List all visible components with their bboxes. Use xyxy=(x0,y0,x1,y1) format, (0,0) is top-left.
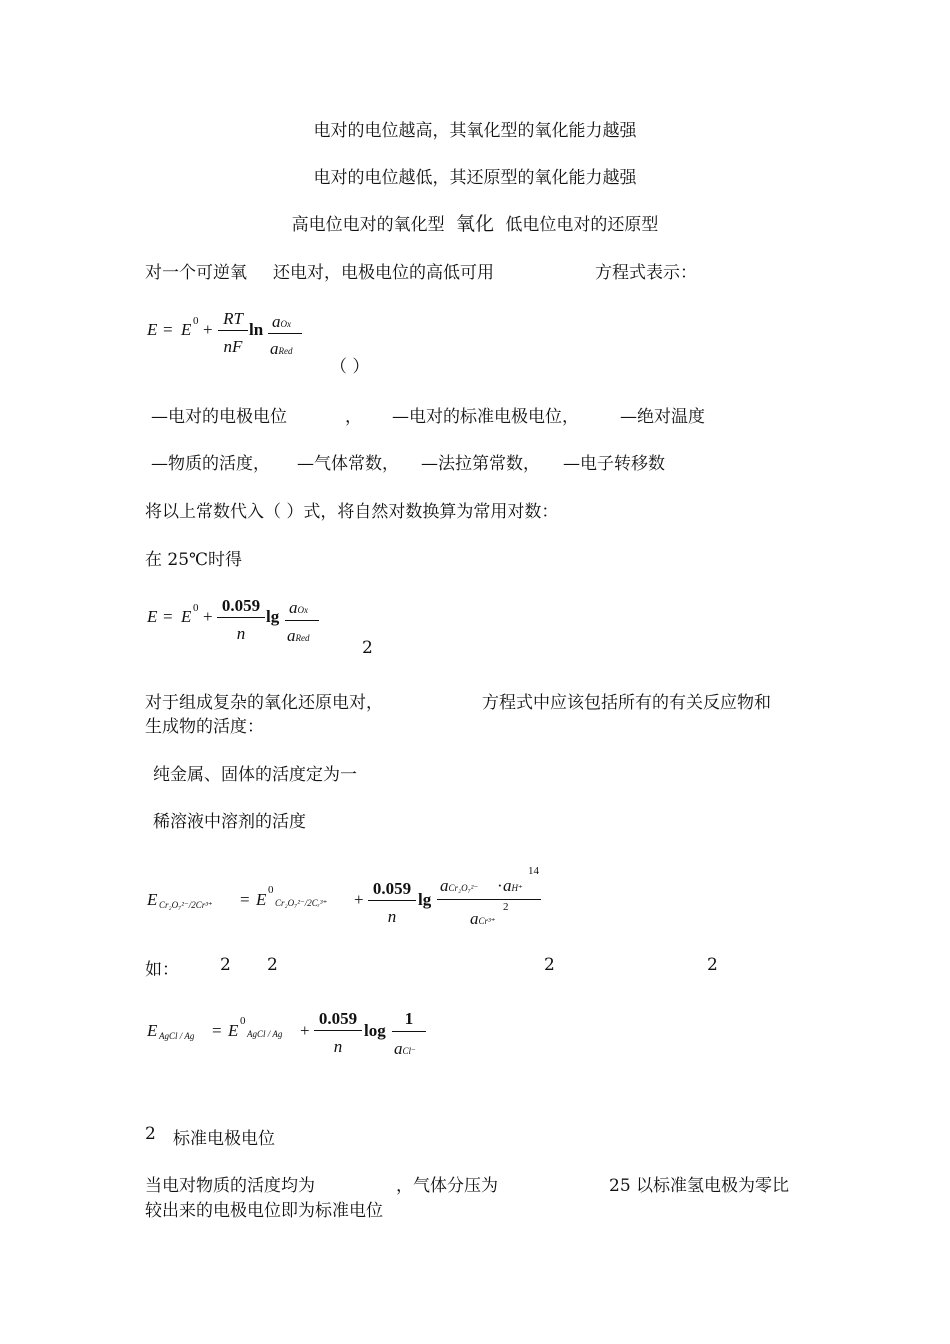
f3-a-cr: aCr³⁺ xyxy=(470,909,496,928)
f1-denominator: nF xyxy=(223,337,243,356)
f1-a-ox: aOx xyxy=(272,312,291,331)
example-2c: 2 xyxy=(544,955,555,975)
reaction-arrow-text: 氧化 xyxy=(455,213,494,235)
standard-line-c: 25 以标准氢电极为零比 xyxy=(609,1176,790,1196)
f3-exp-14: 14 xyxy=(528,865,539,877)
f1-numerator: RT xyxy=(223,309,243,328)
f4-denominator: n xyxy=(333,1037,343,1056)
f4-lhs-sub: AgCl / Ag xyxy=(159,1031,195,1041)
f4-e0: E xyxy=(228,1021,239,1040)
f2-eq: = xyxy=(163,607,173,626)
f2-sup0: 0 xyxy=(193,602,199,614)
statement-reaction-direction xyxy=(0,209,950,236)
f3-dot: · xyxy=(497,876,503,895)
f3-exp-2: 2 xyxy=(503,901,509,913)
standard-line-b: ，气体分压为 xyxy=(396,1176,498,1196)
f2-fraction-bar xyxy=(217,617,265,618)
f4-a-cl: aCl⁻ xyxy=(394,1039,416,1058)
intro-line-b: 还电对，电极电位的高低可用 xyxy=(273,263,494,283)
intro-line-a: 对一个可逆氧 xyxy=(145,263,247,283)
f4-e0-sub: AgCl / Ag xyxy=(247,1029,283,1039)
f3-lg: lg xyxy=(418,890,432,909)
def-electrons: —电子转移数 xyxy=(563,454,665,474)
f1-activity-bar xyxy=(268,333,302,334)
f3-lhs-sub: Cr₂O₇²⁻/2Cr³⁺ xyxy=(159,900,213,910)
f1-sup0: 0 xyxy=(193,315,199,327)
f1-fraction-bar xyxy=(218,330,248,331)
f4-sup0: 0 xyxy=(240,1015,246,1027)
f2-lhs: E xyxy=(147,607,158,626)
dilute-solution-line: 稀溶液中溶剂的活度 xyxy=(153,812,306,832)
def-gas-constant: —气体常数， xyxy=(297,454,399,474)
f4-lhs: E xyxy=(147,1021,158,1040)
f1-e0: E xyxy=(181,320,192,339)
def-faraday: —法拉第常数， xyxy=(421,454,540,474)
f3-denominator: n xyxy=(387,907,397,926)
section-number: 2 xyxy=(145,1124,156,1144)
f4-log: log xyxy=(364,1021,386,1040)
f2-denominator: n xyxy=(236,624,246,643)
f1-lhs: E xyxy=(147,320,158,339)
f4-numerator: 0.059 xyxy=(318,1009,358,1028)
f1-ln: ln xyxy=(249,320,264,339)
f2-a-ox: aOx xyxy=(289,598,308,617)
statement-high-potential: 电对的电位越高，其氧化型的氧化能力越强 xyxy=(313,121,637,141)
f4-eq: = xyxy=(212,1021,222,1040)
example-2d: 2 xyxy=(707,955,718,975)
f4-one: 1 xyxy=(404,1009,414,1028)
f3-a-h: aH⁺ xyxy=(503,876,523,895)
example-2a: 2 xyxy=(220,955,231,975)
example-2b: 2 xyxy=(267,955,278,975)
section-title: 标准电极电位 xyxy=(173,1129,275,1149)
reaction-right: 低电位电对的还原型 xyxy=(505,215,659,235)
f4-plus: + xyxy=(300,1021,310,1040)
equation-number-2: 2 xyxy=(362,638,373,658)
complex-line-2: 生成物的活度： xyxy=(145,717,264,737)
f3-plus: + xyxy=(354,890,364,909)
substitution-line: 将以上常数代入（ ）式，将自然对数换算为常用对数： xyxy=(145,502,559,522)
f3-a-dichromate: aCr₂O₇²⁻ xyxy=(440,876,479,895)
f3-e0-sub: Cr₂O₇²⁻/2Cᵣ³⁺ xyxy=(275,898,328,908)
statement-low-potential: 电对的电位越低，其还原型的氧化能力越强 xyxy=(313,168,637,188)
def-standard-potential: —电对的标准电极电位， xyxy=(392,407,579,427)
standard-line-2: 较出来的电极电位即为标准电位 xyxy=(145,1201,383,1221)
f1-eq: = xyxy=(163,320,173,339)
reaction-left: 高电位电对的氧化型 xyxy=(291,215,445,235)
f4-fraction-bar xyxy=(314,1030,362,1031)
pure-metal-line: 纯金属、固体的活度定为一 xyxy=(153,765,357,785)
def-temperature: —绝对温度 xyxy=(620,407,705,427)
f3-eq: = xyxy=(240,890,250,909)
at-25c-line: 在 25℃时得 xyxy=(145,550,243,570)
f2-a-red: aRed xyxy=(287,626,310,645)
f3-lhs: E xyxy=(147,890,158,909)
f2-numerator: 0.059 xyxy=(221,596,261,615)
def-activity: —物质的活度， xyxy=(151,454,270,474)
f3-fraction-bar xyxy=(368,900,416,901)
f3-e0: E xyxy=(256,890,267,909)
complex-line-a: 对于组成复杂的氧化还原电对， xyxy=(145,693,383,713)
f2-plus: + xyxy=(203,607,213,626)
f1-a-red: aRed xyxy=(270,339,293,358)
f2-lg: lg xyxy=(266,607,280,626)
f4-activity-bar xyxy=(392,1031,426,1032)
def-comma: ， xyxy=(345,407,362,427)
f3-activity-bar xyxy=(437,899,541,900)
intro-line-c: 方程式表示： xyxy=(595,263,697,283)
equation-number-paren: （ ） xyxy=(330,357,370,377)
f3-numerator: 0.059 xyxy=(372,879,412,898)
f3-sup0: 0 xyxy=(268,884,274,896)
def-potential: —电对的电极电位 xyxy=(151,407,287,427)
standard-line-a: 当电对物质的活度均为 xyxy=(145,1176,315,1196)
f1-plus: + xyxy=(203,320,213,339)
f2-e0: E xyxy=(181,607,192,626)
complex-line-b: 方程式中应该包括所有的有关反应物和 xyxy=(482,693,771,713)
f2-activity-bar xyxy=(285,620,319,621)
example-label: 如： xyxy=(145,960,179,980)
